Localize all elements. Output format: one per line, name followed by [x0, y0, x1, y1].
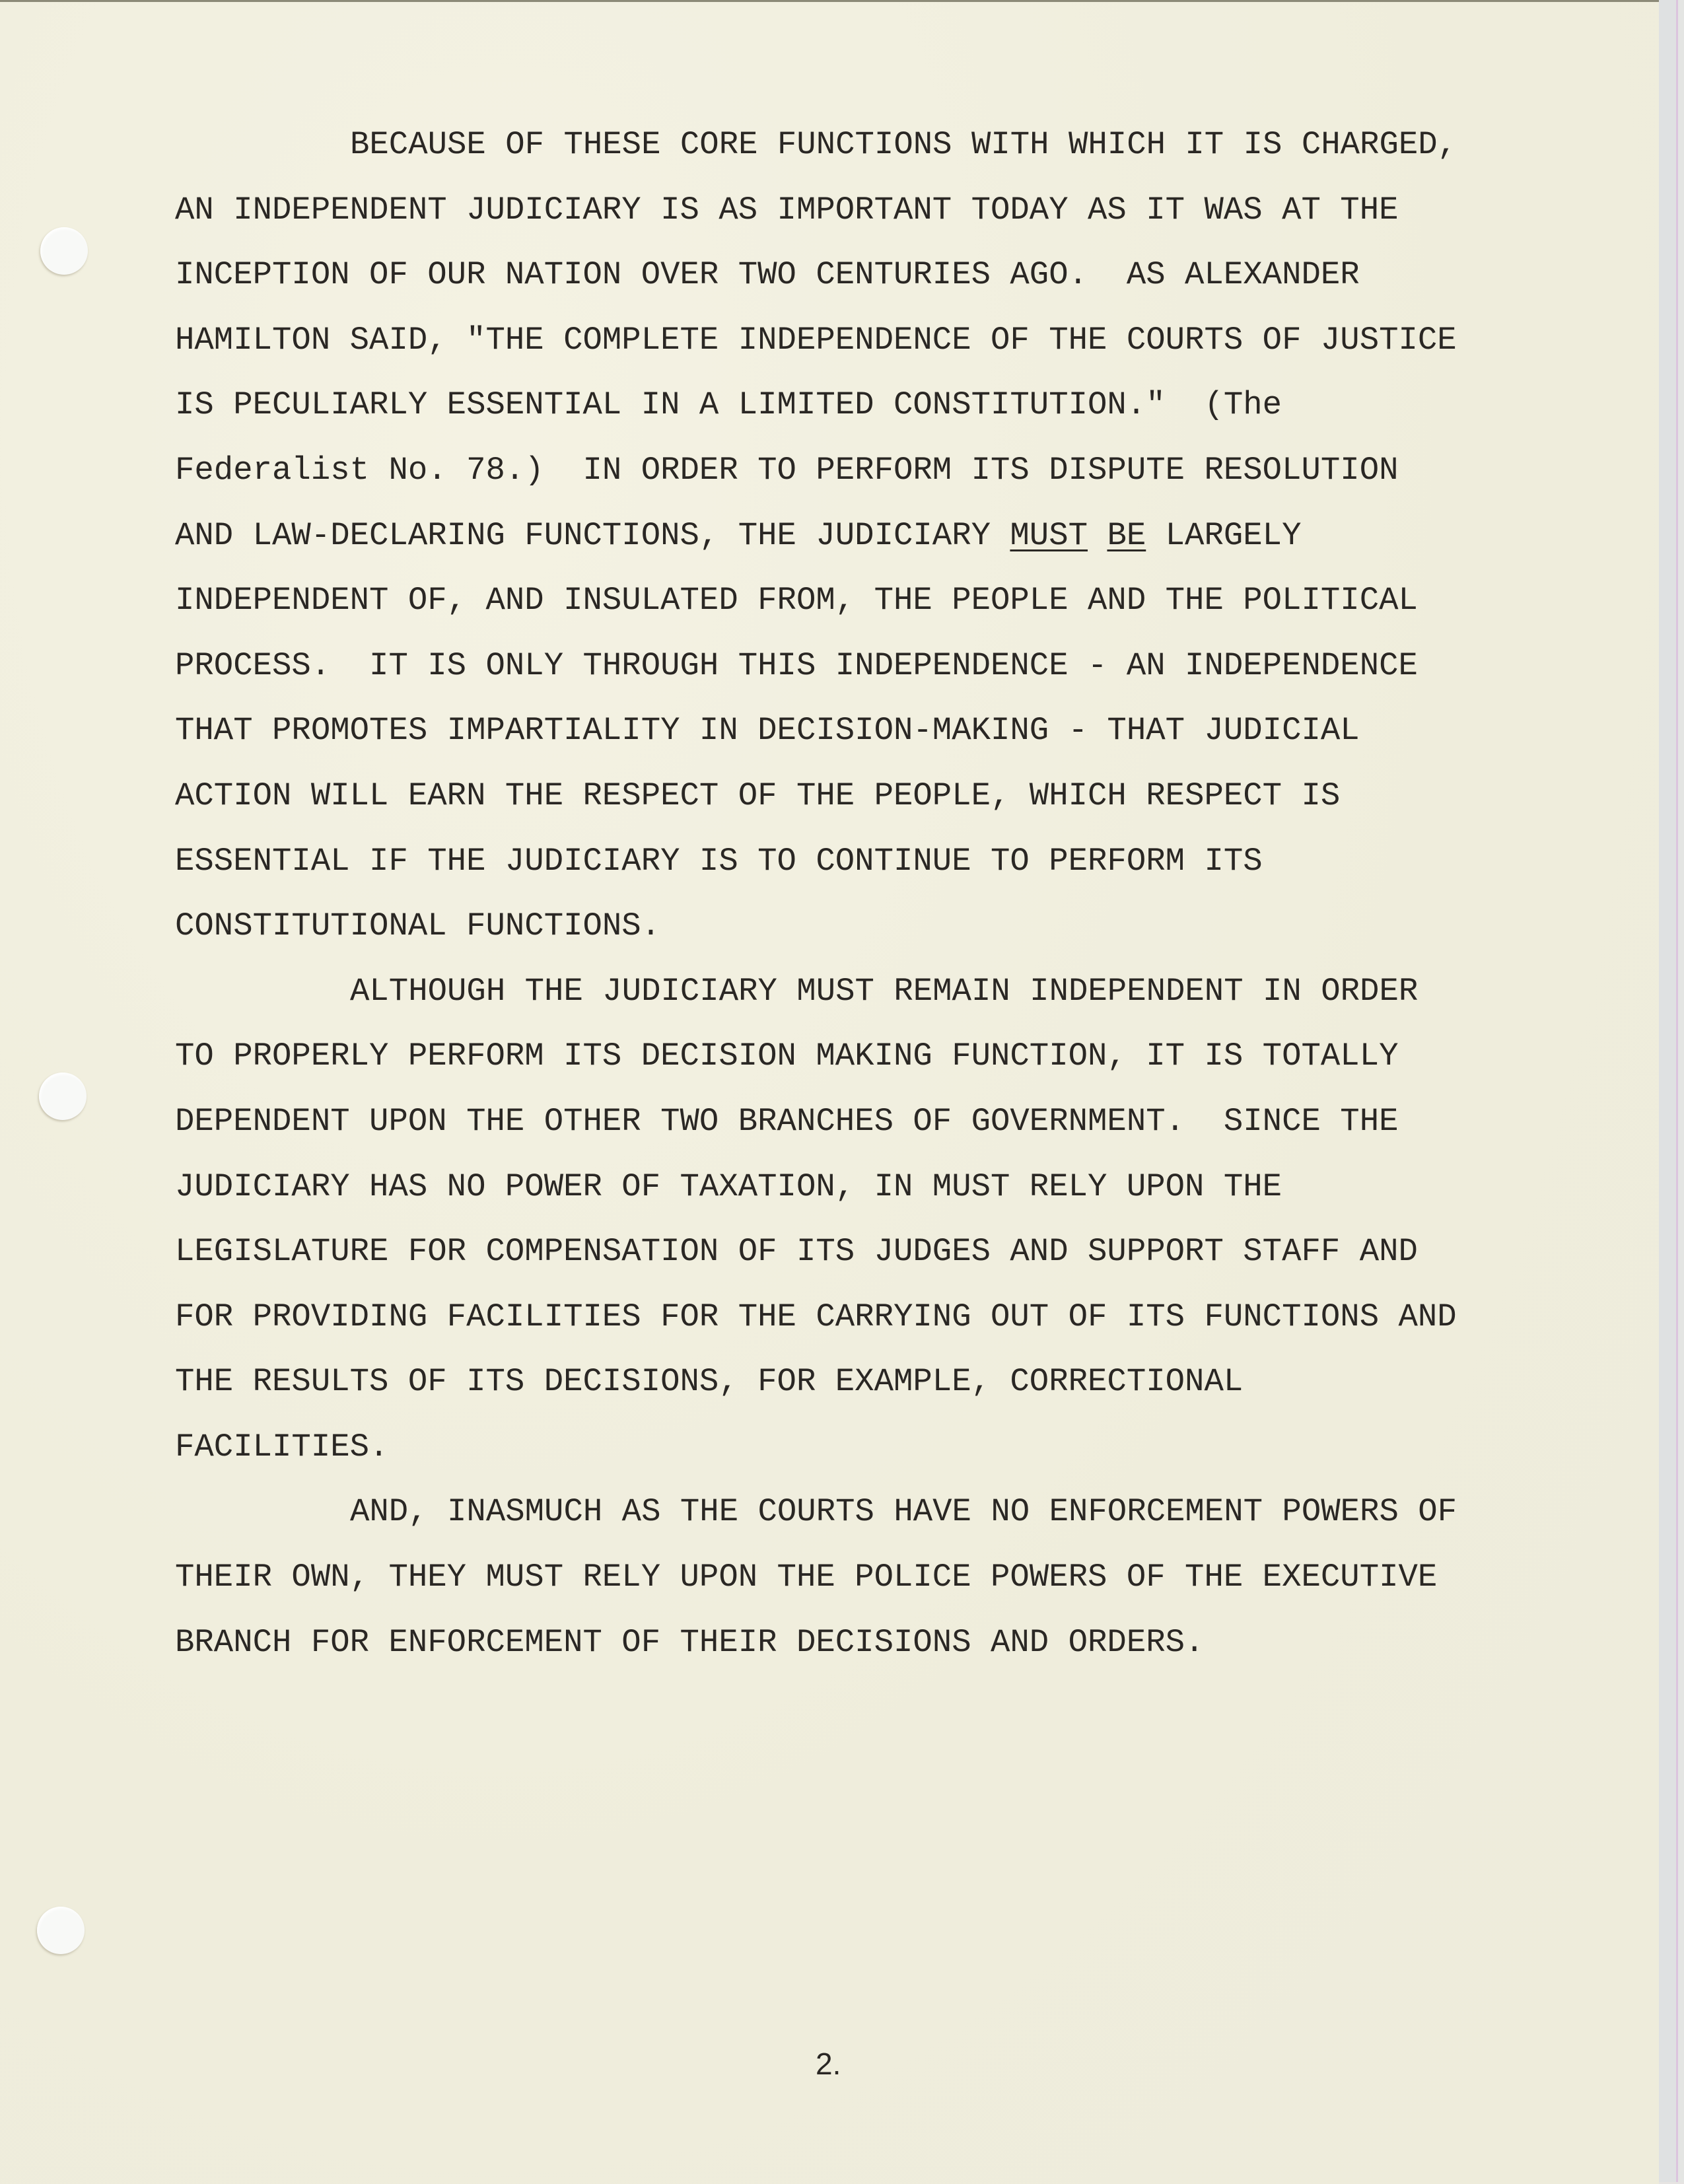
text-segment: AND LAW-DECLARING FUNCTIONS, THE JUDICIARY	[175, 516, 1010, 554]
text-line: THE RESULTS OF ITS DECISIONS, FOR EXAMPLE, CORRECTIONAL	[175, 1363, 1244, 1401]
underlined-word-must: MUST	[1010, 516, 1088, 554]
text-line: Federalist No. 78.) IN ORDER TO PERFORM ITS DISPUTE RESOLUTION	[175, 451, 1399, 489]
text-line: THAT PROMOTES IMPARTIALITY IN DECISION-MAKING - THAT JUDICIAL	[175, 712, 1360, 750]
text-line: PROCESS. IT IS ONLY THROUGH THIS INDEPENDENCE - AN INDEPENDENCE	[175, 647, 1418, 684]
punch-hole-bottom	[37, 1907, 85, 1954]
text-line: LEGISLATURE FOR COMPENSATION OF ITS JUDGES AND SUPPORT STAFF AND	[175, 1233, 1418, 1271]
text-line: THEIR OWN, THEY MUST RELY UPON THE POLICE POWERS OF THE EXECUTIVE	[175, 1559, 1438, 1596]
punch-hole-middle	[39, 1073, 87, 1120]
text-line: INCEPTION OF OUR NATION OVER TWO CENTURIES AGO. AS ALEXANDER	[175, 256, 1360, 294]
paragraph-3	[175, 1479, 1661, 1675]
punch-hole-top	[40, 227, 88, 275]
text-line: BECAUSE OF THESE CORE FUNCTIONS WITH WHICH IT IS CHARGED,	[350, 126, 1457, 163]
scanner-edge-strip	[1659, 0, 1676, 2182]
text-segment: LARGELY	[1146, 516, 1302, 554]
text-line: ESSENTIAL IF THE JUDICIARY IS TO CONTINUE TO PERFORM ITS	[175, 842, 1263, 880]
text-line: FACILITIES.	[175, 1428, 389, 1465]
text-line: ALTHOUGH THE JUDICIARY MUST REMAIN INDEPENDENT IN ORDER	[350, 972, 1419, 1010]
text-line: AN INDEPENDENT JUDICIARY IS AS IMPORTANT TODAY AS IT WAS AT THE	[175, 191, 1399, 229]
text-segment	[1088, 517, 1107, 554]
scanner-edge-margin	[1678, 0, 1684, 2182]
text-line-with-emphasis	[175, 503, 1661, 569]
text-line: FOR PROVIDING FACILITIES FOR THE CARRYING OUT OF ITS FUNCTIONS AND	[175, 1298, 1457, 1335]
text-line: JUDICIARY HAS NO POWER OF TAXATION, IN MUST RELY UPON THE	[175, 1168, 1282, 1205]
text-line: TO PROPERLY PERFORM ITS DECISION MAKING FUNCTION, IT IS TOTALLY	[175, 1038, 1399, 1075]
paragraph-2	[175, 959, 1661, 1480]
text-line: HAMILTON SAID, "THE COMPLETE INDEPENDENCE OF THE COURTS OF JUSTICE	[175, 321, 1457, 359]
text-line: ACTION WILL EARN THE RESPECT OF THE PEOPLE, WHICH RESPECT IS	[175, 777, 1341, 814]
text-line: CONSTITUTIONAL FUNCTIONS.	[175, 907, 661, 945]
text-line: AND, INASMUCH AS THE COURTS HAVE NO ENFORCEMENT POWERS OF	[350, 1493, 1457, 1531]
text-line: BRANCH FOR ENFORCEMENT OF THEIR DECISIONS AND ORDERS.	[175, 1623, 1205, 1661]
document-body	[175, 112, 1661, 1675]
underlined-word-be: BE	[1107, 516, 1146, 554]
text-line: INDEPENDENT OF, AND INSULATED FROM, THE PEOPLE AND THE POLITICAL	[175, 582, 1418, 619]
page-number: 2.	[816, 2047, 841, 2081]
text-line: DEPENDENT UPON THE OTHER TWO BRANCHES OF GOVERNMENT. SINCE THE	[175, 1102, 1399, 1140]
text-line: IS PECULIARLY ESSENTIAL IN A LIMITED CONSTITUTION." (The	[175, 386, 1282, 424]
paragraph-1	[175, 112, 1661, 959]
